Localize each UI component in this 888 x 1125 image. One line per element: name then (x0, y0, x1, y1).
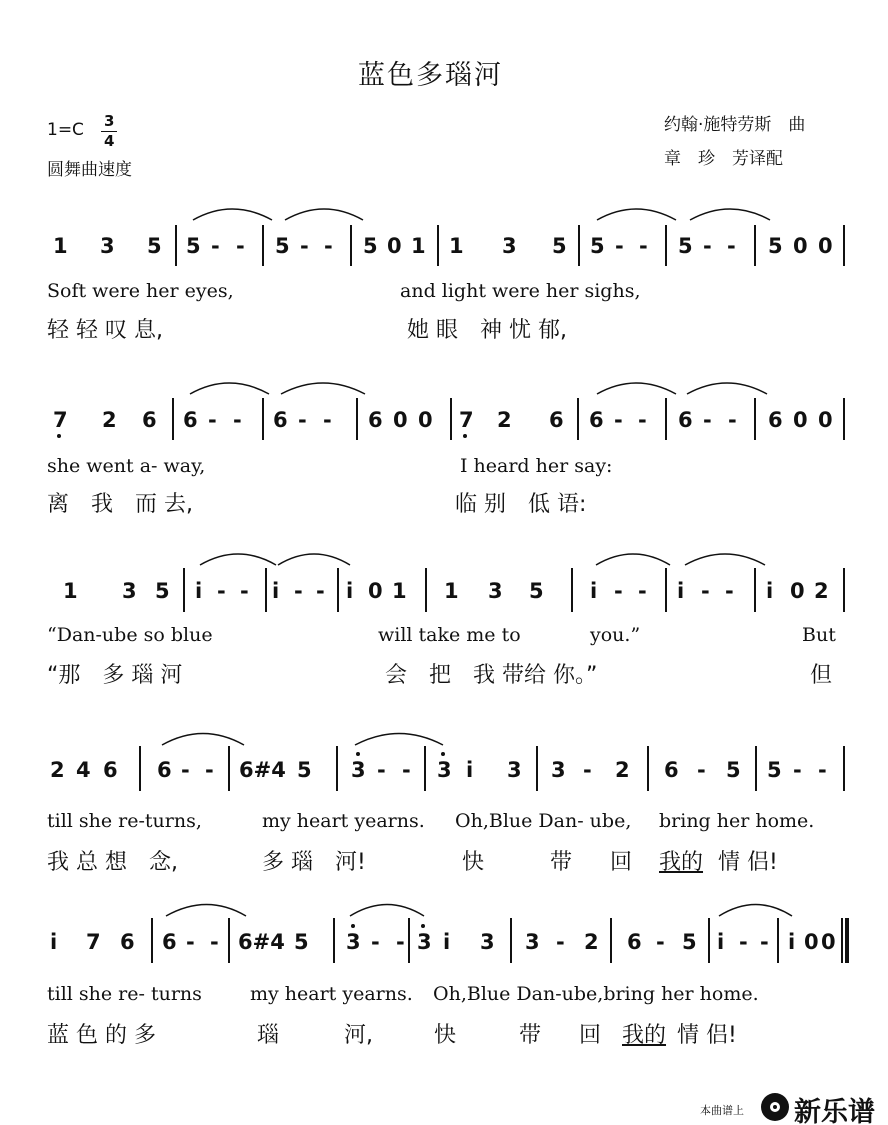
note: - (236, 234, 245, 258)
note: - (208, 408, 217, 432)
note: i (272, 579, 280, 603)
note: 5 (294, 930, 309, 954)
note: 6 (368, 408, 383, 432)
note: 1 (392, 579, 407, 603)
lyric-english: till she re-turns, (47, 810, 202, 832)
note: 5 (726, 758, 741, 782)
tie-arc (597, 383, 676, 394)
note: 0 (393, 408, 408, 432)
note: 0 (818, 234, 833, 258)
note: - (728, 408, 737, 432)
note: 5 (767, 758, 782, 782)
lyric-chinese: 我 总 想 念, (47, 850, 178, 875)
tie-arc (278, 554, 350, 565)
note: - (615, 234, 624, 258)
note: 2 (615, 758, 630, 782)
tie-arc (719, 905, 792, 917)
note: 1 (63, 579, 78, 603)
tie-arc (190, 383, 269, 394)
lyric-chinese: 我的 (622, 1023, 667, 1048)
lyric-chinese: “那 多 瑙 河 (47, 663, 183, 688)
brand-logo: 新乐谱 (794, 1097, 875, 1125)
note: 3 (502, 234, 517, 258)
note: 5 (186, 234, 201, 258)
note: - (324, 234, 333, 258)
note: 0 (793, 408, 808, 432)
note: - (583, 758, 592, 782)
note: 6 (162, 930, 177, 954)
note: 6 (589, 408, 604, 432)
note: 5 (682, 930, 697, 954)
note: 0 (368, 579, 383, 603)
note: 2 (814, 579, 829, 603)
octave-dot-above (421, 924, 425, 928)
lyric-english: will take me to (378, 624, 521, 646)
note: 0 (790, 579, 805, 603)
time-signature-top: 3 (104, 112, 115, 130)
note: 4 (76, 758, 91, 782)
lyric-chinese: 但 (810, 663, 833, 688)
note: 6 (120, 930, 135, 954)
note: i (717, 930, 725, 954)
lyric-chinese: 快 (462, 850, 485, 875)
lyric-chinese: 离 我 而 去, (47, 492, 193, 517)
note: i (195, 579, 203, 603)
tie-arc (166, 905, 246, 917)
lyric-chinese: 回 (579, 1023, 602, 1048)
octave-dot-below (463, 434, 467, 438)
lyric-chinese: 她 眼 神 忧 郁, (407, 318, 567, 343)
note: - (396, 930, 405, 954)
note: 0 (387, 234, 402, 258)
note: 5 (275, 234, 290, 258)
note: - (210, 930, 219, 954)
note: - (727, 234, 736, 258)
note: i (677, 579, 685, 603)
note: - (697, 758, 706, 782)
note: 0 (418, 408, 433, 432)
note: 5 (297, 758, 312, 782)
note: i (590, 579, 598, 603)
lyric-english: “Dan-ube so blue (47, 624, 213, 646)
note: 2 (497, 408, 512, 432)
lyric-english: bring her home. (659, 810, 815, 832)
note: - (294, 579, 303, 603)
note: - (217, 579, 226, 603)
note: 0 (804, 930, 819, 954)
note: 3 (507, 758, 522, 782)
octave-dot-above (356, 752, 360, 756)
lyric-english: she went a- way, (47, 455, 206, 477)
tie-arc (285, 209, 363, 220)
note: - (233, 408, 242, 432)
lyric-english: But (802, 624, 836, 646)
note: - (323, 408, 332, 432)
note: 3 (551, 758, 566, 782)
note: - (300, 234, 309, 258)
note: 3 (525, 930, 540, 954)
note: - (556, 930, 565, 954)
lyric-chinese: 瑙 (257, 1023, 280, 1048)
note: i (346, 579, 354, 603)
note: 6 (142, 408, 157, 432)
note: 5 (678, 234, 693, 258)
note: 0 (818, 408, 833, 432)
note: - (298, 408, 307, 432)
note: 6#4 (238, 930, 285, 954)
note: - (739, 930, 748, 954)
lyric-chinese: 情 侣! (677, 1023, 737, 1048)
note: 6 (768, 408, 783, 432)
lyric-chinese: 带 (550, 850, 573, 875)
octave-dot-above (441, 752, 445, 756)
lyric-chinese: 快 (434, 1023, 457, 1048)
note: - (377, 758, 386, 782)
lyric-english: my heart yearns. (250, 983, 413, 1005)
lyric-english: I heard her say: (460, 455, 613, 477)
note: 6 (273, 408, 288, 432)
note: - (211, 234, 220, 258)
note: - (181, 758, 190, 782)
lyric-english: and light were her sighs, (400, 280, 641, 302)
note: 6#4 (239, 758, 286, 782)
note: 5 (768, 234, 783, 258)
note: 5 (147, 234, 162, 258)
note: - (639, 234, 648, 258)
note: 2 (102, 408, 117, 432)
note: 1 (411, 234, 426, 258)
lyric-chinese: 回 (610, 850, 633, 875)
note: - (205, 758, 214, 782)
footer-text: 本曲谱上 (700, 1104, 744, 1117)
note: 3 (100, 234, 115, 258)
note: 6 (678, 408, 693, 432)
note: - (701, 579, 710, 603)
note: - (638, 579, 647, 603)
composer-credit: 约翰·施特劳斯 曲 (664, 115, 806, 135)
tie-arc (355, 734, 443, 746)
note: i (466, 758, 474, 782)
note: 0 (793, 234, 808, 258)
note: 7 (53, 408, 68, 432)
note: - (240, 579, 249, 603)
note: 3 (351, 758, 366, 782)
note: 7 (86, 930, 101, 954)
tie-arc (597, 209, 676, 220)
note: 6 (157, 758, 172, 782)
lyric-english: Oh,Blue Dan- ube, (455, 810, 632, 832)
time-signature-bottom: 4 (104, 132, 115, 150)
lyric-english: till she re- turns (47, 983, 202, 1005)
note: 5 (363, 234, 378, 258)
key-signature: 1=C (47, 120, 84, 140)
note: - (316, 579, 325, 603)
note: 3 (437, 758, 452, 782)
disc-logo-icon (761, 1093, 789, 1121)
lyric-chinese: 我的 (659, 850, 704, 875)
note: - (793, 758, 802, 782)
note: - (186, 930, 195, 954)
note: 3 (122, 579, 137, 603)
note: i (50, 930, 58, 954)
note: 5 (552, 234, 567, 258)
note: - (703, 408, 712, 432)
note: 1 (53, 234, 68, 258)
translator-credit: 章 珍 芳译配 (664, 149, 783, 169)
octave-dot-below (57, 434, 61, 438)
lyric-chinese: 蓝 色 的 多 (47, 1023, 156, 1048)
page-title: 蓝色多瑙河 (358, 60, 503, 91)
note: 5 (529, 579, 544, 603)
lyric-chinese: 带 (519, 1023, 542, 1048)
lyric-english: you.” (590, 624, 641, 646)
tempo-marking: 圆舞曲速度 (47, 160, 132, 180)
note: 1 (449, 234, 464, 258)
note: i (766, 579, 774, 603)
lyric-chinese: 轻 轻 叹 息, (47, 318, 163, 343)
lyric-chinese: 河, (344, 1023, 373, 1048)
lyric-english: my heart yearns. (262, 810, 425, 832)
tie-arc (281, 383, 365, 394)
note: - (371, 930, 380, 954)
note: 3 (346, 930, 361, 954)
note: - (638, 408, 647, 432)
note: 3 (480, 930, 495, 954)
note: 1 (444, 579, 459, 603)
tie-arc (685, 554, 765, 565)
note: 6 (627, 930, 642, 954)
lyric-chinese: 多 瑙 河! (262, 850, 366, 875)
tie-arc (350, 905, 424, 917)
note: 6 (183, 408, 198, 432)
tie-arc (193, 209, 272, 220)
note: 5 (155, 579, 170, 603)
note: - (614, 579, 623, 603)
lyric-english: Oh,Blue Dan-ube,bring her home. (433, 983, 759, 1005)
lyric-chinese: 情 侣! (718, 850, 778, 875)
octave-dot-above (351, 924, 355, 928)
lyric-chinese: 临 别 低 语: (455, 492, 587, 517)
note: 6 (664, 758, 679, 782)
note: 6 (549, 408, 564, 432)
tie-arc (690, 209, 770, 220)
note: 6 (103, 758, 118, 782)
lyric-chinese: 会 把 我 带给 你。” (385, 663, 598, 688)
note: - (703, 234, 712, 258)
note: - (760, 930, 769, 954)
tie-arc (687, 383, 767, 394)
note: i (443, 930, 451, 954)
note: 3 (488, 579, 503, 603)
note: - (402, 758, 411, 782)
note: 7 (459, 408, 474, 432)
tie-arc (200, 554, 276, 565)
note: 2 (50, 758, 65, 782)
note: - (656, 930, 665, 954)
note: i (788, 930, 796, 954)
note: 2 (584, 930, 599, 954)
tie-arc (162, 734, 244, 746)
note: - (818, 758, 827, 782)
note: 3 (417, 930, 432, 954)
tie-arc (596, 554, 670, 565)
note: 0 (821, 930, 836, 954)
lyric-english: Soft were her eyes, (47, 280, 234, 302)
note: - (725, 579, 734, 603)
note: 5 (590, 234, 605, 258)
note: - (614, 408, 623, 432)
